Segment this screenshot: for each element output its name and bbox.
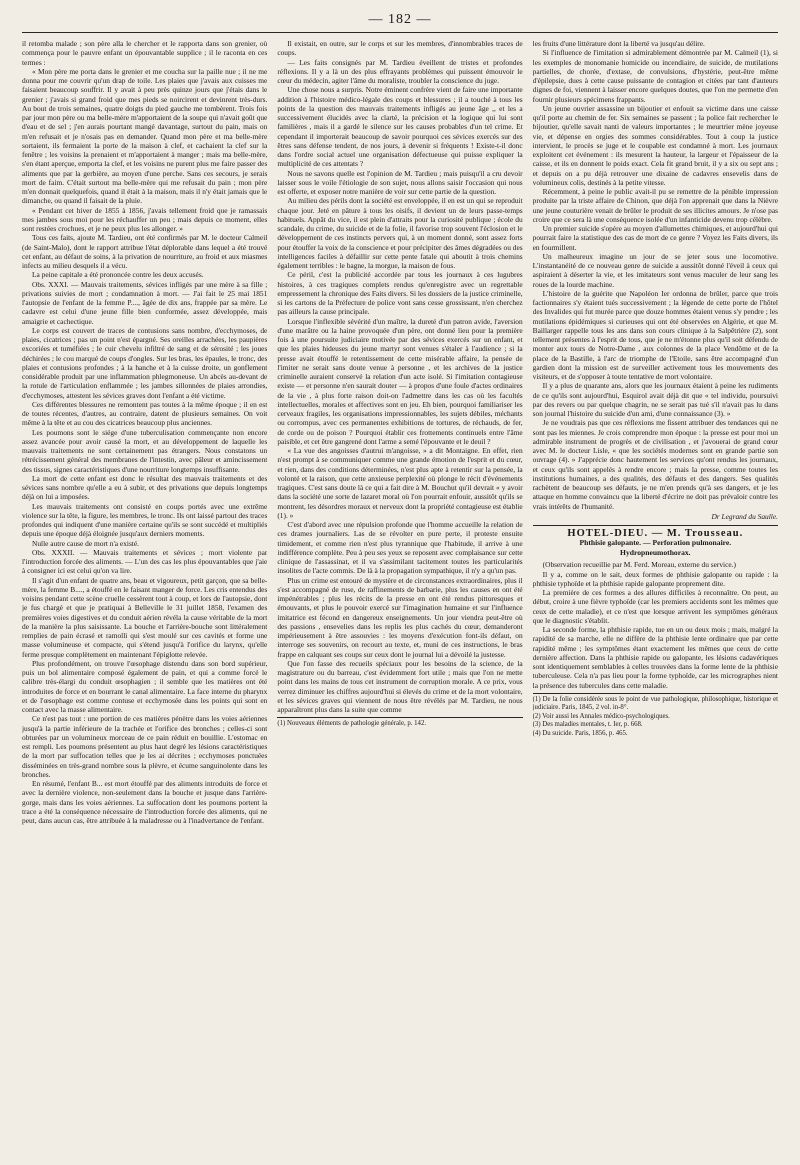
paragraph: Nulle autre cause de mort n'a existé.: [32, 538, 140, 548]
attribution: (Observation recueillie par M. Ferd. Moreau, externe du service.): [542, 560, 736, 570]
paragraph: Si l'influence de l'imitation si admirablement démontrée par M. Calmeil (1), si les exemples de monomanie homicide ou incendiaire, de suicide, de mutilations partielles, de chorée, d'extase, de convulsions, d'hystérie, peut-être même d'épilepsie, dues à cette cause puissante de contagion et citées par tant d'auteurs dignes de foi, viennent à laisser encore quelques doutes, que l'on me permette d'en fournir plusieurs spécimens frappants.: [532, 48, 778, 104]
paragraph: La première de ces formes a des allures difficiles à reconnaître. On peut, au début, croire à une fièvre typhoïde (car les premiers accidents sont les mêmes que ceux de cette maladie), et ce n'est que lorsque arrivent les symptômes généraux que le diagnostic s'établit.: [532, 588, 778, 625]
paragraph: Ces différentes blessures ne remontent pas toutes à la même époque ; il en est de toutes récentes, d'autres, au contraire, datent de plusieurs semaines. On voit même à la tête et au cou des cicatrices beaucoup plus anciennes.: [22, 399, 268, 428]
footnotes: [533, 693, 778, 739]
paragraph: Ce n'est pas tout : une portion de ces matières pénètre dans les voies aériennes jusqu'à la partie inférieure de la trachée et l'orifice des bronches ; celles-ci sont obturées par un volumineux morceau de ce pain réduit en bouillie. L'estomac en est rempli. Les poumons présentent au plus haut degré les lésions caractéristiques de la mort par suffocation telles que je les ai décrites ; ecchymoses ponctuées disséminées en très-grand nombre sous la plèvre, et écume sanguinolente dans les bronches.: [22, 714, 268, 779]
footnote-text: (1) De la folie considérée sous le point de vue pathologique, philosophique, historique et judiciaire. Paris, 1845, 2 vol. in-8°.: [532, 695, 778, 712]
paragraph: Que l'on fasse des recueils spéciaux pour les besoins de la science, de la magistrature ou du barreau, c'est évidemment fort utile ; mais que l'on ne mette point dans les mains de tous cet instrument de corruption morale. A ce prix, vous verrez diminuer les chiffres aujourd'hui si élevés du crime et de la mort volontaire, et les sévices graves qui viennent de nous être révélés par M. Tardieu, ne nous apparaîtront plus dans la suite que comme: [277, 658, 523, 714]
paragraph: les fruits d'une littérature dont la liberté va jusqu'au délire.: [532, 39, 705, 48]
column-2: [277, 39, 522, 1157]
paragraph: Il s'agit d'un enfant de quatre ans, beau et vigoureux, petit garçon, que sa belle-mère, la femme B...., a étouffé en le faisant manger de force. Les cris entendus des voisins pendant cette scène cruelle cessèrent tout à coup, et lors de l'autopsie, dont je fus chargé et que je pratiquai à Belleville le 31 juillet 1858, l'examen des premières voies digestives et du conduit aérien révéla la cause véritable de la mort de la manière la plus saisissante. La bouche et l'arrière-bouche sont littéralement remplies de pain écrasé et ramolli qui s'est moulé sur ces cavités et forme une masse volumineuse et compacte, qui s'étend jusqu'à l'orifice du larynx, qu'elle ferme presque complètement en maintenant l'épiglotte relevée.: [22, 575, 268, 659]
paragraph: Un jeune ouvrier assassine un bijoutier et enfouit sa victime dans une caisse qu'il porte au chemin de fer. Six semaines se passent ; la police fait rechercher le bijoutier, qu'elle savait nanti de valeurs importantes ; le meurtrier mène joyeuse vie, et dépense en orgies des sommes considérables. Tout à coup la justice intervient, le procès se juge et le coupable est condamné à mort. Les journaux exploitent cet événement : ils mesurent la hauteur, la largeur et l'épaisseur de la caisse, et ils en donnent le poids exact. Cela fit grand bruit, il y a six ou sept ans ; et depuis on a pu déjà retrouver une dixaine de cadavres ensevelis dans de volumineux colis, destinés à la petite vitesse.: [532, 103, 778, 187]
paragraph: Ce péril, c'est la publicité accordée par tous les journaux à ces lugubres histoires, à ces tragiques complets rendus qu'enregistre avec un regrettable empressement la chronique des Faits divers. Si les dossiers de la justice criminelle, si les cartons de la Préfecture de police vont sans cesse grossissant, n'en cherchez pas ailleurs la cause principale.: [277, 270, 523, 317]
author-signature: Dr Legrand du Saulle.: [711, 511, 778, 521]
paragraph: La mort de cette enfant est donc le résultat des mauvais traitements et des sévices sans nombre qu'elle a eu à subir, et des privations que depuis longtemps déjà on lui a imposées.: [22, 473, 268, 502]
paragraph: La seconde forme, la phthisie rapide, tue en un ou deux mois ; mais, malgré la rapidité de sa marche, elle ne diffère de la phthisie lente ordinaire que par cette rapidité même ; les symptômes étant exactement les mêmes que ceux de cette dernière affection. Dans la phthisie rapide ou galopante, les lésions cadavériques sont identiquement semblables à celles trouvées dans la forme lente de la phthisie tuberculeuse. Cela n'a pas lieu pour la forme typhoïde, car les micrographes nient la présence des tubercules dans cette maladie.: [532, 625, 778, 690]
paragraph: Il existait, en outre, sur le corps et sur les membres, d'innombrables traces de coups.: [277, 39, 523, 58]
paragraph: Obs. XXXI. — Mauvais traitements, sévices infligés par une mère à sa fille ; privations suivies de mort ; condamnation à mort. — J'ai fait le 25 mai 1851 l'autopsie de l'enfant de la femme P...., âgée de dix ans, frappée par sa mère. Le cadavre est celui d'une jeune fille bien conformée, assez développée, mais amaigrie et cachectique.: [22, 279, 268, 326]
paragraph: Je ne voudrais pas que ces réflexions me fissent attribuer des tendances qui ne sont pas les miennes. Je crois comprendre mon époque : la presse est pour moi un admirable instrument de progrès et de civilisation , et j'avouerai de grand cœur avec M. le docteur Lisle, « que les sociétés modernes sont en grande partie son ouvrage (4). » J'apprécie donc hautement les services qu'ont rendus les journaux, et ceux qu'ils sont appelés à rendre encore ; mais la presse, comme toutes les institutions humaines, a des qualités, des défauts et des dangers. Ses qualités rachètent de beaucoup ses défauts, je ne m'en prends qu'à ses dangers, et je les attaque en homme convaincu que la liberté d'écrire ne doit pas prévaloir contre les vrais intérêts de l'humanité.: [532, 418, 778, 511]
paragraph: Le corps est couvert de traces de contusions sans nombre, d'ecchymoses, de plaies, cicatrices ; pas un point n'est épargné. Ses oreilles arrachées, les paupières excoriées et tuméfiées ; le cuir chevelu infiltré de sang et de sérosité ; les joues déchirées ; le cou marqué de coups d'ongles. Sur les bras, les épaules, le tronc, des plaies et contusions profondes ; à la hanche et à la cuisse droite, un gonflement considérable produit par une inflammation phlegmoneuse. Un abcès au-devant de la rotule de l'articulation enflammée ; les jambes sillonnées de plaies arrondies, d'ecchymoses, attestent les sévices graves dont l'enfant a été victime.: [22, 325, 268, 400]
paragraph: Nous ne savons quelle est l'opinion de M. Tardieu ; mais puisqu'il a cru devoir laisser sous le voile l'étiologie de son sujet, nous allons saisir l'occasion qui nous est offerte, et exposer notre manière de voir sur cette partie de la question.: [277, 168, 523, 196]
footnote-text: (4) Du suicide. Paris, 1856, p. 465.: [532, 729, 628, 737]
paragraph: Il y a plus de quarante ans, alors que les journaux étaient à peine les rudiments de ce qu'ils sont aujourd'hui, Esquirol avait déjà dit que « tel individu, poursuivi par des revers ou par quelque chagrin, ne se serait pas tué s'il n'avait pas lu dans son journal l'histoire du suicide d'un ami, d'une connaissance (3). »: [532, 381, 778, 418]
columns: [22, 39, 778, 1157]
section-subtitle: Hydropneumothorax.: [620, 548, 691, 558]
section-title: HOTEL-DIEU. — M. Trousseau.: [533, 525, 778, 538]
paragraph: Les mauvais traitements ont consisté en coups portés avec une extrême violence sur la tête, la figure, les membres, le tronc. Ils ont laissé partout des traces profondes qui indiquent d'une manière certaine qu'ils se sont succédé et multipliés depuis une époque déjà éloignée jusqu'aux derniers moments.: [22, 501, 268, 539]
column-3: [533, 39, 778, 1157]
page-header: [22, 6, 778, 33]
paragraph: Lorsque l'inflexible sévérité d'un maître, la dureté d'un patron avide, l'aversion d'une marâtre ou la haine provoquée d'un père, ont donné lieu pour la première fois à une poursuite judiciaire motivée par des sévices exercés sur un enfant, et que les plaies hideuses du jeune martyr sont venues s'étaler à l'audience ; si la presse avait étouffé le retentissement de cette misérable affaire, la pensée de l'imiter ne serait sans doute venue à personne , et les archives de la justice criminelle auraient conservé la relation d'un acte isolé. Si l'imitation contagieuse existe — et personne n'en saurait douter — à propos d'une foule d'actes ordinaires de la vie , à plus forte raison doit-on l'admettre dans les cas où les facultés intellectuelles, morales et affectives sont en jeu. Eh bien, pourquoi familiariser les cerveaux fragiles, les organisations impressionnables, les sujets débiles, méchants ou corrompus, avec ces permanentes exhibitions de tortures, de réchauds, de fer, de corde ou de poison ? Pourquoi établir ces frottements continuels entre l'âme paisible, et cet être gangrené dont l'arme a semé l'épouvante et le deuil ?: [277, 316, 523, 446]
paragraph: Un malheureux imagine un jour de se jeter sous une locomotive. L'instantanéité de ce nouveau genre de suicide a aussitôt donné l'éveil à ceux qui aspiraient à déserter la vie, et les imitateurs sont venus maculer de leur sang les roues de la lourde machine.: [532, 251, 778, 289]
paragraph: Plus profondément, on trouve l'œsophage distendu dans son bord supérieur, puis un bol alimentaire composé également de pain, et qui a comme forcé le calibre très-élargi du conduit œsophagien ; il semble que les matières ont été introduites de force et en bourrant le canal alimentaire. La face interne du pharynx et de l'œsophage est comme contuse et ecchymosée dans les points qui sont en contact avec la masse alimentaire.: [22, 658, 268, 714]
paragraph: Il y a, comme on le sait, deux formes de phthisie galopante ou rapide : la phthisie typhoïde et la phthisie rapide galopante proprement dite.: [532, 569, 778, 588]
paragraph: Obs. XXXII. — Mauvais traitements et sévices ; mort violente par l'introduction forcée des aliments. — L'un des cas les plus épouvantables que j'aie à consigner ici est celui qu'on va lire.: [22, 547, 268, 576]
page-number: — 182 —: [368, 12, 432, 27]
paragraph: Au milieu des périls dont la société est enveloppée, il en est un qui se reproduit chaque jour. Jeté en pâture à tous les oisifs, il devient un de leurs passe-temps habituels. Appât du vice, il est plein d'attraits pour la curiosité publique ; école du scandale, du crime, du suicide et de la folie, il favorise trop souvent l'éclosion et le développement de ces instincts pervers qui, à un moment donné, sont assez forts pour étouffer la voix de la conscience et pour précipiter des âmes dégradées ou des intelligences faciles à défaillir sur cette pente fatale qui aboutit à trois chemins également terribles : le bagne, la morgue, la maison de fous.: [277, 196, 523, 270]
footnote-text: (3) Des maladies mentales, t. Ier, p. 668.: [532, 721, 643, 729]
paragraph: C'est d'abord avec une répulsion profonde que l'homme accueille la relation de ces drames journaliers. Las de se révolter en pure perte, il proteste ensuite timidement, et comme rien n'est plus tyrannique que l'habitude, il arrive à une indifférence complète. Peu à peu ses yeux se reposent avec complaisance sur cette clinique de l'assassinat, et il va s'assimilant tacitement toutes les particularités insolites de l'acte commis. De là à la propagation sympathique, il n'y a qu'un pas.: [277, 520, 523, 576]
paragraph: Un premier suicide s'opère au moyen d'allumettes chimiques, et aujourd'hui qui pourrait faire la statistique des cas de mort de ce genre ? Voyez les Faits divers, ils en fourmillent.: [532, 224, 778, 252]
paragraph: « Pendant cet hiver de 1855 à 1856, j'avais tellement froid que je ramassais mes jambes sous moi pour les réchauffer un peu ; mais depuis ce moment, elles sont restées crochues, et je ne peux plus les allonger. »: [22, 205, 268, 233]
column-1: [22, 39, 267, 1157]
paragraph: L'histoire de la guérite que Napoléon Ier ordonna de brûler, parce que trois factionnaires s'y étaient tués successivement ; la légende de cette porte de l'hôtel des Invalides qui fut murée parce que douze hommes étaient venus s'y pendre ; les mutilations épidémiques si curieuses qui ont été observées en Algérie, et que M. Baillarger rappelle tous les ans dans son cours clinique à la Salpêtrière (2), sont tellement présentes à l'esprit de tous, que je ne m'étonne plus qu'il soit défendu de monter aux tours de Notre-Dame , aux colonnes de la place Vendôme et de la place de la Bastille, à l'arc de triomphe de l'Etoile, sans être accompagné d'un gardien dont la mission est de surveiller activement tous les mouvements des visiteurs, et de s'opposer à toute tentative de mort volontaire.: [532, 288, 778, 381]
paragraph: Une chose nous a surpris. Notre éminent confrère vient de faire une importante addition à l'histoire médico-légale des coups et blessures ; il a touché à tous les points de la question des mauvais traitements infligés au jeune âge ,, et les a successivement élucidés avec la clarté, la précision et la logique qui lui sont familières , mais il a gardé le silence sur les causes probables d'un tel crime. Et cependant il importerait beaucoup de savoir pourquoi ces sévices exercés sur des êtres sans défense tendent, de nos jours, à devenir si fréquents ! Existe-t-il donc dans l'ordre social actuel une organisation défectueuse qui puisse expliquer la multiplicité de ces attentats ?: [277, 85, 523, 169]
paragraph: Plus un crime est entouré de mystère et de circonstances extraordinaires, plus il s'est accompagné de ruse, de raffinements de barbarie, plus les causes en ont été impénétrables ; plus les récits de la presse en ont été rendus pittoresques et émouvants, et plus le pouvoir exercé sur l'imagination humaine et sur l'influence imitatrice est fécond en dangereux enseignements. Un jour viendra peut-être où des passions , ensevelies dans les replis les plus cachés du cœur, demanderont impérieusement à être assouvies : les moyens d'exécution font-ils défaut, on interroge ses souvenirs, on recourt au texte, et, muni de ces instructions, le bras frappe en calquant ses coups sur ceux dont le journal lui a dévoilé la justesse.: [277, 575, 523, 659]
footnote-text: (2) Voir aussi les Annales médico-psychologiques.: [532, 712, 670, 720]
paragraph: La peine capitale a été prononcée contre les deux accusés.: [32, 270, 204, 280]
paragraph: Récemment, à peine le public avait-il pu se remettre de la pénible impression produite par la triste affaire de Chinon, que déjà l'on apprenait que dans la Nièvre une jeune couturière venait de brûler le produit de ses illicites amours. Je n'ose pas croire que ce sera là une conséquence isolée d'un infanticide devenu trop célèbre.: [532, 187, 778, 224]
paragraph: « Mon père me porta dans le grenier et me coucha sur la paille nue ; il ne me donna pour me couvrir qu'un drap de toile. Les plaies que j'avais aux cuisses me faisaient beaucoup souffrir. Il y avait à peu près quinze jours que j'étais dans le grenier ; j'avais si grand froid que mes pieds se noircirent et devinrent très-durs. Au bout de trois semaines, quatre doigts du pied gauche me tombèrent. Trois fois par jour mon père ou ma belle-mère m'apportaient de la soupe qui n'avait goût que d'eau et de sel ; j'en aurais pourtant mangé davantage, surtout du pain, mais on m'en refusait et je n'osais pas en demander. Quand mon père et ma belle-mère sortaient, ils fermaient la porte de la maison à clef, et cachaient la clef sur la fenêtre ; les voisins la prenaient et m'apportaient à manger ; mais ma belle-mère, s'en étant aperçue, emporta la clef, et les voisins ne purent plus me faire passer des aliments que par la gerbière, au moyen d'une perche. Sans ces secours, je serais mort de faim. C'était surtout ma belle-mère qui me refusait du pain ; mon père m'en donnait quelquefois, quand il était à la maison, mais il n'y était jamais que le dimanche, ou quand il faisait de la pluie.: [22, 66, 268, 206]
section-subtitle: Phthisie galopante. — Perforation pulmonaire.: [579, 538, 732, 548]
paragraph: « La vue des angoisses d'autrui m'angoisse, » a dit Montaigne. En effet, rien n'est prompt à se communiquer comme une grande émotion de l'esprit et du cœur, et rien, dans des conditions déterminées, n'est plus apte à retentir sur la pensée, la volonté et la raison, que cette anxieuse perplexité où plonge le récit d'événements tragiques. C'est sans doute là ce qui a fait dire à M. Bouchut qu'il devrait « y avoir dans la société une sorte de lazaret moral où l'on pourrait enfouir, aussitôt qu'ils se montrent, les désordres moraux et nerveux dont la propriété contagieuse est établie (1). »: [277, 446, 523, 520]
paragraph: Les poumons sont le siége d'une tuberculisation commençante non encore assez avancée pour avoir causé la mort, et au développement de laquelle les mauvais traitements ne sont certainement pas étrangers. Nous constatons un rétrécissement général des membranes de l'intestin, avec pâleur et amincissement des tissus, signes caractéristiques d'une nourriture longtemps insuffisante.: [22, 427, 268, 474]
footnote: [277, 717, 522, 729]
paragraph: il retomba malade ; son père alla le chercher et le rapporta dans son grenier, où commença pour le pauvre enfant un épouvantable supplice ; il le raconta en ces termes :: [22, 39, 268, 67]
paragraph: Tous ces faits, ajoute M. Tardieu, ont été confirmés par M. le docteur Calmeil (de Saint-Malo), dont le rapport attribue l'état déplorable dans lequel a été trouvé cet enfant, au défaut de soins, à la privation de nourriture, au froid et aux miasmes infects au milieu desquels il a vécu.: [22, 233, 268, 270]
paragraph: — Les faits consignés par M. Tardieu éveillent de tristes et profondes réflexions. Il y a là un des plus effrayants problèmes qui puissent émouvoir le cœur du médecin, agiter l'âme du moraliste, troubler la conscience du juge.: [277, 57, 523, 85]
paragraph: En résumé, l'enfant B... est mort étouffé par des aliments introduits de force et avec la dernière violence, non-seulement dans la bouche et jusque dans l'arrière-gorge, mais dans les voies aériennes. La suffocation dont les poumons portent la trace a été la conséquence nécessaire de l'introduction forcée des aliments, qui ne peut, dans aucun cas, être attribuée à la maladresse ou à l'inadvertance de l'enfant.: [22, 779, 268, 825]
footnote-text: (1) Nouveaux éléments de pathologie générale, p. 142.: [277, 720, 427, 728]
